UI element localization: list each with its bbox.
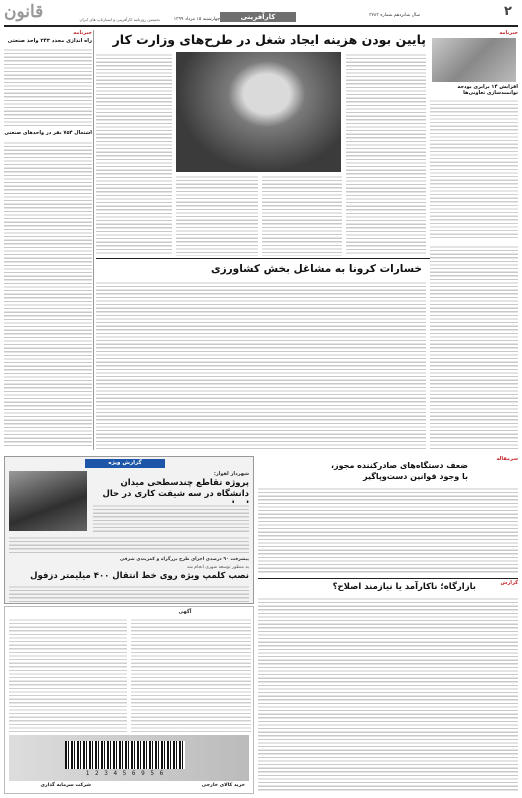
ad-bottom-1: شرکت سرمایه گذاری: [40, 783, 91, 788]
editorial: [258, 456, 518, 576]
report-badge: [85, 459, 165, 468]
editorial-title: ضعف دستگاه‌های صادرکننده مجوز، با وجود قوانین دست‌وپاگیر: [331, 461, 468, 481]
left-col-body-2: [4, 140, 92, 446]
ad-title: آگهی: [178, 609, 192, 615]
section-banner-label: کارآفرینی: [240, 13, 276, 21]
tagline: نخستین روزنامه کارآفرینی و استارتاپ های ایران: [79, 17, 160, 22]
lower-report-kicker: گزارش: [500, 580, 518, 586]
main-article-col-3: [176, 174, 258, 256]
left-col-subtitle: اشتغال ۷۵۴ نفر در واحدهای صنعتی: [4, 130, 92, 136]
barcode-number: 1 2 3 4 5 6 9 5 6: [85, 770, 165, 777]
report-badge-label: گزارش ویژه: [108, 460, 142, 466]
left-col-title: راه اندازی مجدد ۲۴۳ واحد صنعتی: [7, 38, 92, 44]
right-box-title: افزایش ۱۴ برابری بودجه توانمندسازی تعاونی‌ها: [457, 84, 518, 96]
lower-report-body: [258, 596, 518, 792]
mid-headline: خسارات کرونا به مشاغل بخش کشاورزی: [210, 263, 422, 275]
date-line: چهارشنبه ۱۵ مرداد ۱۳۹۹: [173, 17, 220, 22]
ad-bottom-2: خرید کالای خارجی: [201, 783, 245, 788]
masthead-rule: [4, 25, 518, 27]
report-kicker: شهردار اهواز:: [213, 471, 249, 477]
section-banner: [220, 12, 296, 22]
mid-article-cols: [96, 280, 426, 450]
deck-line: به منظور توسعه شهری انجام شد: [186, 565, 249, 570]
lower-report: [258, 580, 518, 794]
deck-body: [9, 584, 249, 602]
lower-rule: [258, 578, 518, 579]
report-body-2: [9, 535, 249, 555]
newspaper-logo: قانون: [4, 2, 44, 22]
left-col-body-1: [4, 47, 92, 127]
ad-notice-right: [131, 617, 251, 732]
main-headline: پایین بودن هزینه ایجاد شغل در طرح‌های وزارت کار: [112, 32, 426, 47]
mid-article-right: [430, 244, 518, 450]
main-article-col-1: [346, 52, 426, 256]
right-box-kicker: خبرنامه: [499, 30, 518, 36]
barcode-graphic: [65, 741, 185, 769]
page-number: ۲: [504, 4, 512, 19]
editorial-body: [258, 486, 518, 574]
right-box-photo: [432, 38, 516, 82]
issue-line: سال شانزدهم شماره ۳۲۸۳: [369, 13, 420, 18]
left-col-kicker: خبرنامه: [73, 30, 92, 36]
ad-notice-left: [9, 617, 127, 732]
report-body: [93, 503, 249, 533]
right-box: [430, 30, 518, 240]
report-title: پروژه تقاطع چندسطحی میدان دانشگاه در سه شیفت کاری در حال: [102, 478, 249, 499]
report-item-1: پیشرفت ۹۰ درصدی اجرای طرح بزرگراه و کمربندی شرقی: [119, 557, 249, 562]
main-article-col-4: [96, 52, 172, 256]
left-column-rule: [93, 30, 94, 450]
deck-title: نصب کلمپ ویژه روی خط انتقال ۴۰۰ میلیمتر دزفول: [30, 571, 249, 581]
editorial-kicker: سرمقاله: [496, 456, 518, 462]
main-article-col-2: [262, 174, 342, 256]
special-report-box: [4, 456, 254, 604]
lower-report-title: بازارگاه؛ ناکارآمد یا نیازمند اصلاح؟: [332, 582, 476, 592]
report-photo: [9, 471, 87, 531]
main-article-photo: [176, 52, 341, 172]
left-column: [4, 30, 92, 450]
right-box-body: [430, 98, 518, 238]
ad-area: [4, 606, 254, 794]
masthead: [0, 0, 522, 28]
